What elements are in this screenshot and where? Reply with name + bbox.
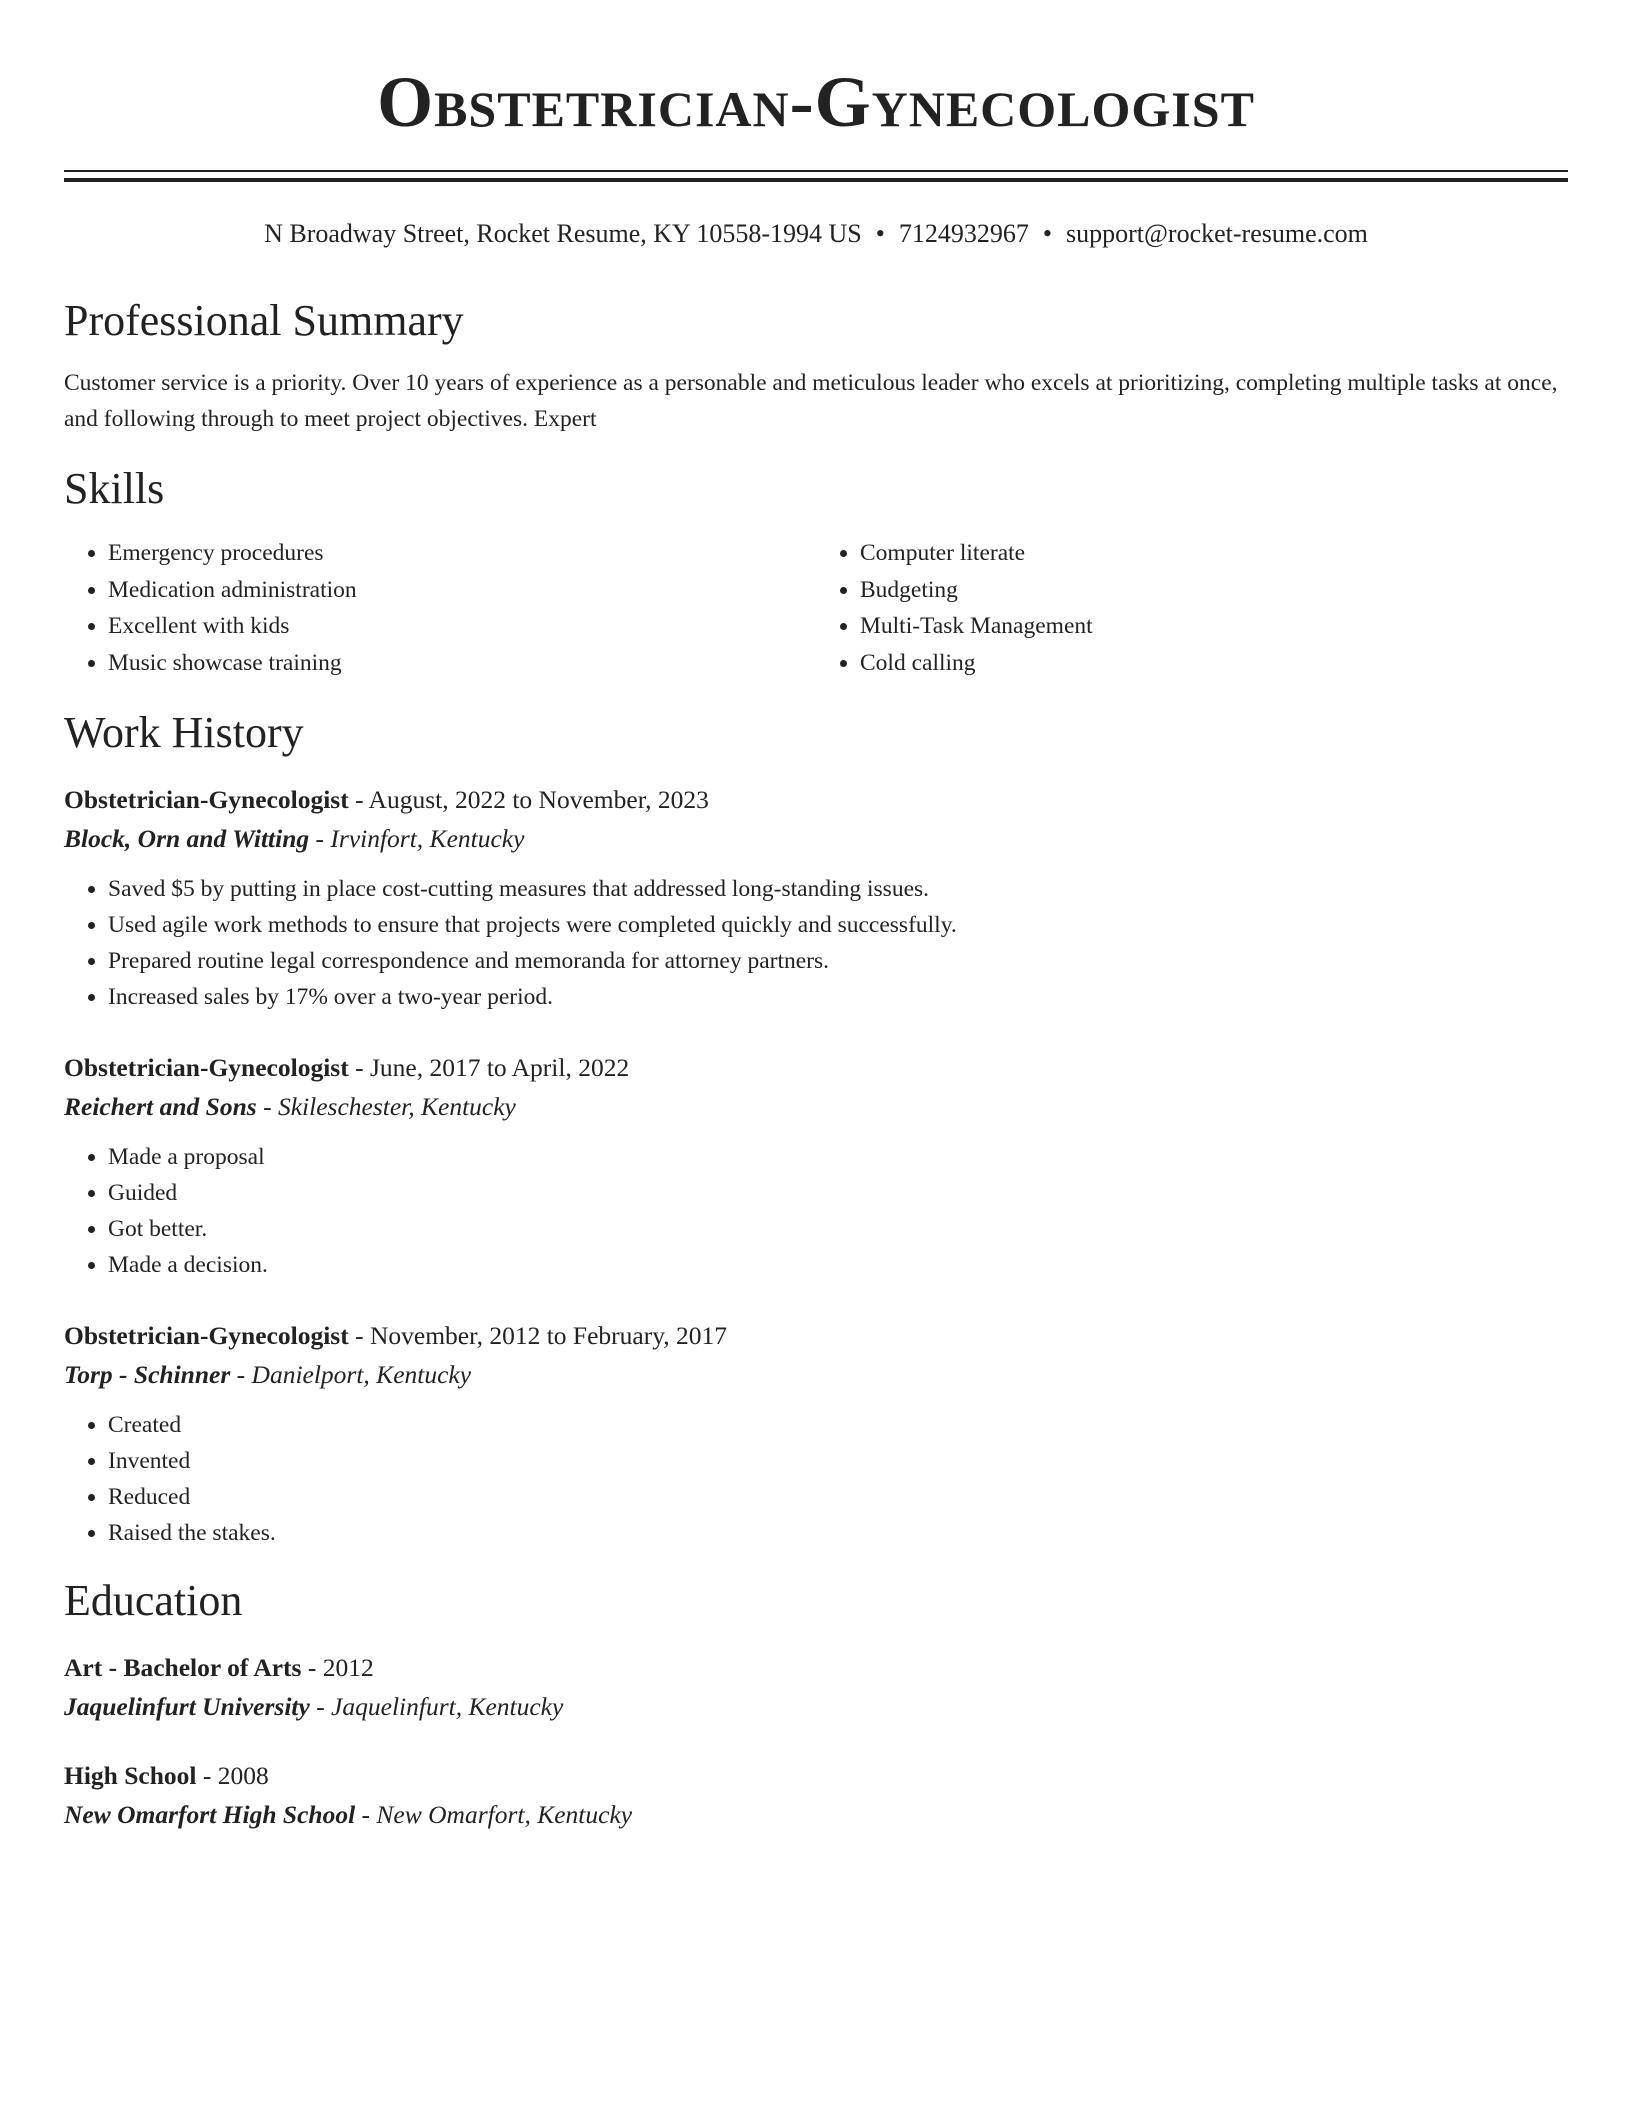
job-title: Obstetrician-Gynecologist <box>64 1321 349 1350</box>
summary-heading: Professional Summary <box>64 296 464 345</box>
summary-text: Customer service is a priority. Over 10 years of experience as a personable and meticulous leader who excels at prioritizing, completing multiple tasks at once, and following through to meet project objectives. Expert <box>64 370 1558 432</box>
job-location: - Irvinfort, Kentucky <box>315 824 525 853</box>
education-degree-line <box>64 1649 1568 1687</box>
job-company-line <box>64 819 1568 859</box>
skill-item: • Multi-Task Management <box>860 608 1568 645</box>
job-company-line <box>64 1355 1568 1395</box>
job-bullet: • Increased sales by 17% over a two-year period. <box>108 979 1568 1015</box>
job-bullets <box>64 871 1568 1015</box>
contact-line <box>64 217 1568 251</box>
education-school-line <box>64 1795 1568 1835</box>
skill-item: • Medication administration <box>108 572 816 609</box>
header-rule-thick <box>64 178 1568 182</box>
job-bullet: • Invented <box>108 1443 1568 1479</box>
job-location: - Danielport, Kentucky <box>236 1360 472 1389</box>
skills-grid <box>64 535 1568 681</box>
job-title: Obstetrician-Gynecologist <box>64 1053 349 1082</box>
contact-email: support@rocket-resume.com <box>1065 219 1368 248</box>
skill-item: • Cold calling <box>860 645 1568 682</box>
skill-item: • Emergency procedures <box>108 535 816 572</box>
education-location: - Jaquelinfurt, Kentucky <box>316 1692 564 1721</box>
skill-item: • Music showcase training <box>108 645 816 682</box>
job-bullets <box>64 1139 1568 1283</box>
job-bullet: • Made a decision. <box>108 1247 1568 1283</box>
job-dates: - June, 2017 to April, 2022 <box>355 1053 630 1082</box>
job-bullet: • Raised the stakes. <box>108 1515 1568 1551</box>
skills-heading: Skills <box>64 464 165 513</box>
job-bullets <box>64 1407 1568 1551</box>
education-entry <box>64 1649 1568 1727</box>
education-school: Jaquelinfurt University <box>64 1692 310 1721</box>
job-bullet: • Guided <box>108 1175 1568 1211</box>
skill-item: • Excellent with kids <box>108 608 816 645</box>
contact-separator: • <box>875 219 885 248</box>
education-school-line <box>64 1687 1568 1727</box>
education-school: New Omarfort High School <box>64 1800 356 1829</box>
job-title-line <box>64 1049 1568 1087</box>
job-title: Obstetrician-Gynecologist <box>64 785 349 814</box>
contact-address: N Broadway Street, Rocket Resume, KY 10558-1994 US <box>264 219 862 248</box>
education-entry <box>64 1757 1568 1835</box>
contact-phone: 7124932967 <box>898 219 1029 248</box>
job-entry <box>64 1049 1568 1283</box>
job-dates: - November, 2012 to February, 2017 <box>355 1321 728 1350</box>
job-company: Reichert and Sons <box>64 1092 257 1121</box>
skills-list-right <box>816 535 1568 681</box>
job-entry <box>64 781 1568 1015</box>
education-year: - 2008 <box>202 1761 269 1790</box>
resume-name: Obstetrician-Gynecologist <box>377 62 1255 142</box>
education-degree: Art - Bachelor of Arts <box>64 1653 302 1682</box>
job-bullet: • Reduced <box>108 1479 1568 1515</box>
education-location: - New Omarfort, Kentucky <box>361 1800 633 1829</box>
job-bullet: • Got better. <box>108 1211 1568 1247</box>
skill-item: • Computer literate <box>860 535 1568 572</box>
skill-item: • Budgeting <box>860 572 1568 609</box>
job-bullet: • Created <box>108 1407 1568 1443</box>
job-location: - Skileschester, Kentucky <box>263 1092 516 1121</box>
education-degree: High School <box>64 1761 197 1790</box>
job-company-line <box>64 1087 1568 1127</box>
job-company: Block, Orn and Witting <box>64 824 310 853</box>
job-bullet: • Used agile work methods to ensure that projects were completed quickly and successfully. <box>108 907 1568 943</box>
skills-list-left <box>64 535 816 681</box>
job-company: Torp - Schinner <box>64 1360 231 1389</box>
job-entry <box>64 1317 1568 1551</box>
education-heading: Education <box>64 1576 243 1625</box>
job-dates: - August, 2022 to November, 2023 <box>355 785 709 814</box>
education-year: - 2012 <box>307 1653 374 1682</box>
job-bullet: • Saved $5 by putting in place cost-cutting measures that addressed long-standing issues. <box>108 871 1568 907</box>
job-bullet: • Prepared routine legal correspondence and memoranda for attorney partners. <box>108 943 1568 979</box>
job-bullet: • Made a proposal <box>108 1139 1568 1175</box>
job-title-line <box>64 1317 1568 1355</box>
contact-separator: • <box>1042 219 1052 248</box>
job-title-line <box>64 781 1568 819</box>
work-history-heading: Work History <box>64 708 304 757</box>
education-degree-line <box>64 1757 1568 1795</box>
header-rule-thin <box>64 170 1568 172</box>
